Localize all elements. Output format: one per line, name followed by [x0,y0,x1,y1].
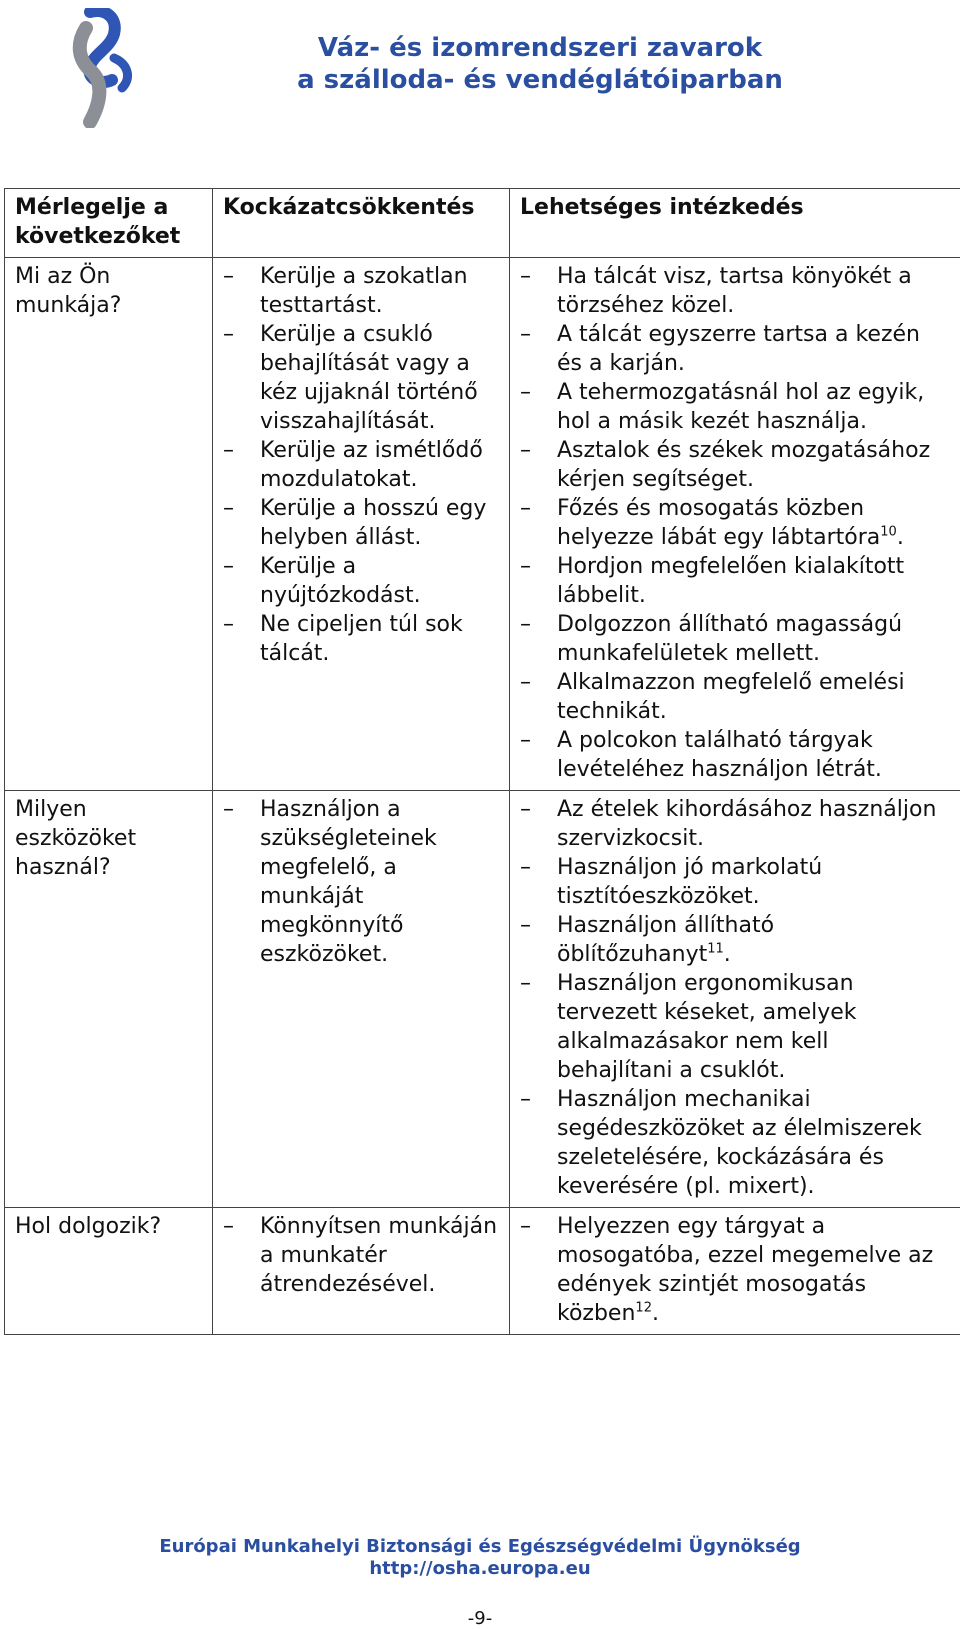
title-line-2: a szálloda- és vendéglátóiparban [240,64,840,96]
table-row [5,791,960,1208]
measure-text: Hordjon megfelelően kialakított lábbelit. [557,554,904,608]
measure-text: Dolgozzon állítható magasságú munkafelületek mellett. [557,612,902,666]
list-item [520,1085,950,1201]
measures-cell [510,258,960,791]
list-item: – Könnyítsen munkáján a munkatér átrendezésével. [223,1212,499,1299]
risk-reduction-list [223,1212,499,1299]
list-item: – Kerülje a hosszú egy helyben állást. [223,494,499,552]
measure-text: Használjon állítható öblítőzuhanyt [557,913,774,967]
question-cell [5,791,213,1208]
measure-text-end: . [652,1301,659,1326]
measure-text: A tálcát egyszerre tartsa a kezén és a karján. [557,322,920,376]
measure-text: Alkalmazzon megfelelő emelési technikát. [557,670,905,724]
risk-reduction-list [223,262,499,668]
question-cell [5,1208,213,1335]
list-item: – Kerülje a csukló behajlítását vagy a kéz ujjaknál történő visszahajlítását. [223,320,499,436]
question-text: Milyen eszközöket használ? [15,795,202,882]
footnote-ref: 10 [880,525,897,540]
measure-text: Főzés és mosogatás közben helyezze lábát egy lábtartóra [557,496,880,550]
list-item [520,969,950,1085]
measure-text: Használjon ergonomikusan tervezett késeket, amelyek alkalmazásakor nem kell behajlítani a csuklót. [557,971,857,1083]
list-item [520,378,950,436]
measures-cell [510,791,960,1208]
title-line-1: Váz- és izomrendszeri zavarok [240,32,840,64]
table-header-row [5,189,960,258]
measure-text: A polcokon található tárgyak levételéhez használjon létrát. [557,728,882,782]
measure-text: A tehermozgatásnál hol az egyik, hol a másik kezét használja. [557,380,924,434]
measures-list [520,262,950,784]
footer [0,1536,960,1580]
osha-logo [60,8,146,128]
table-row [5,258,960,791]
measure-text: Használjon jó markolatú tisztítóeszközöket. [557,855,822,909]
list-item [520,552,950,610]
page-title [240,32,840,96]
list-item [520,1212,950,1328]
table-row [5,1208,960,1335]
footnote-ref: 12 [635,1301,652,1316]
risk-reduction-cell [213,258,510,791]
list-item [520,610,950,668]
list-item [520,726,950,784]
list-item: – Használjon a szükségleteinek megfelelő, a munkáját megkönnyítő eszközöket. [223,795,499,969]
measures-list [520,795,950,1201]
question-text: Mi az Ön munkája? [15,262,202,320]
footer-url[interactable]: http://osha.europa.eu [0,1558,960,1580]
list-item [520,262,950,320]
list-item [520,668,950,726]
header-risk-reduction: Kockázatcsökkentés [213,189,510,258]
header-consider: Mérlegelje a következőket [5,189,213,258]
list-item [520,320,950,378]
measure-text-end: . [897,525,904,550]
list-item [520,494,950,552]
risk-reduction-list [223,795,499,969]
list-item [520,795,950,853]
header-measures: Lehetséges intézkedés [510,189,960,258]
measures-list [520,1212,950,1328]
page-number: -9- [0,1608,960,1629]
footnote-ref: 11 [707,942,724,957]
list-item [520,911,950,969]
list-item: – Kerülje az ismétlődő mozdulatokat. [223,436,499,494]
risk-reduction-cell [213,1208,510,1335]
list-item: – Ne cipeljen túl sok tálcát. [223,610,499,668]
list-item: – Kerülje a szokatlan testtartást. [223,262,499,320]
list-item [520,436,950,494]
footer-agency: Európai Munkahelyi Biztonsági és Egészségvédelmi Ügynökség [0,1536,960,1558]
measure-text: Ha tálcát visz, tartsa könyökét a törzséhez közel. [557,264,912,318]
measures-cell [510,1208,960,1335]
question-text: Hol dolgozik? [15,1212,202,1241]
question-cell [5,258,213,791]
measures-table [4,188,960,1335]
measure-text: Használjon mechanikai segédeszközöket az élelmiszerek szeletelésére, kockázására és keverésére (pl. mixert). [557,1087,922,1199]
list-item [520,853,950,911]
measure-text: Az ételek kihordásához használjon szervizkocsit. [557,797,936,851]
list-item: – Kerülje a nyújtózkodást. [223,552,499,610]
measure-text-end: . [724,942,731,967]
risk-reduction-cell [213,791,510,1208]
measure-text: Helyezzen egy tárgyat a mosogatóba, ezzel megemelve az edények szintjét mosogatás közben [557,1214,933,1326]
measure-text: Asztalok és székek mozgatásához kérjen segítséget. [557,438,930,492]
